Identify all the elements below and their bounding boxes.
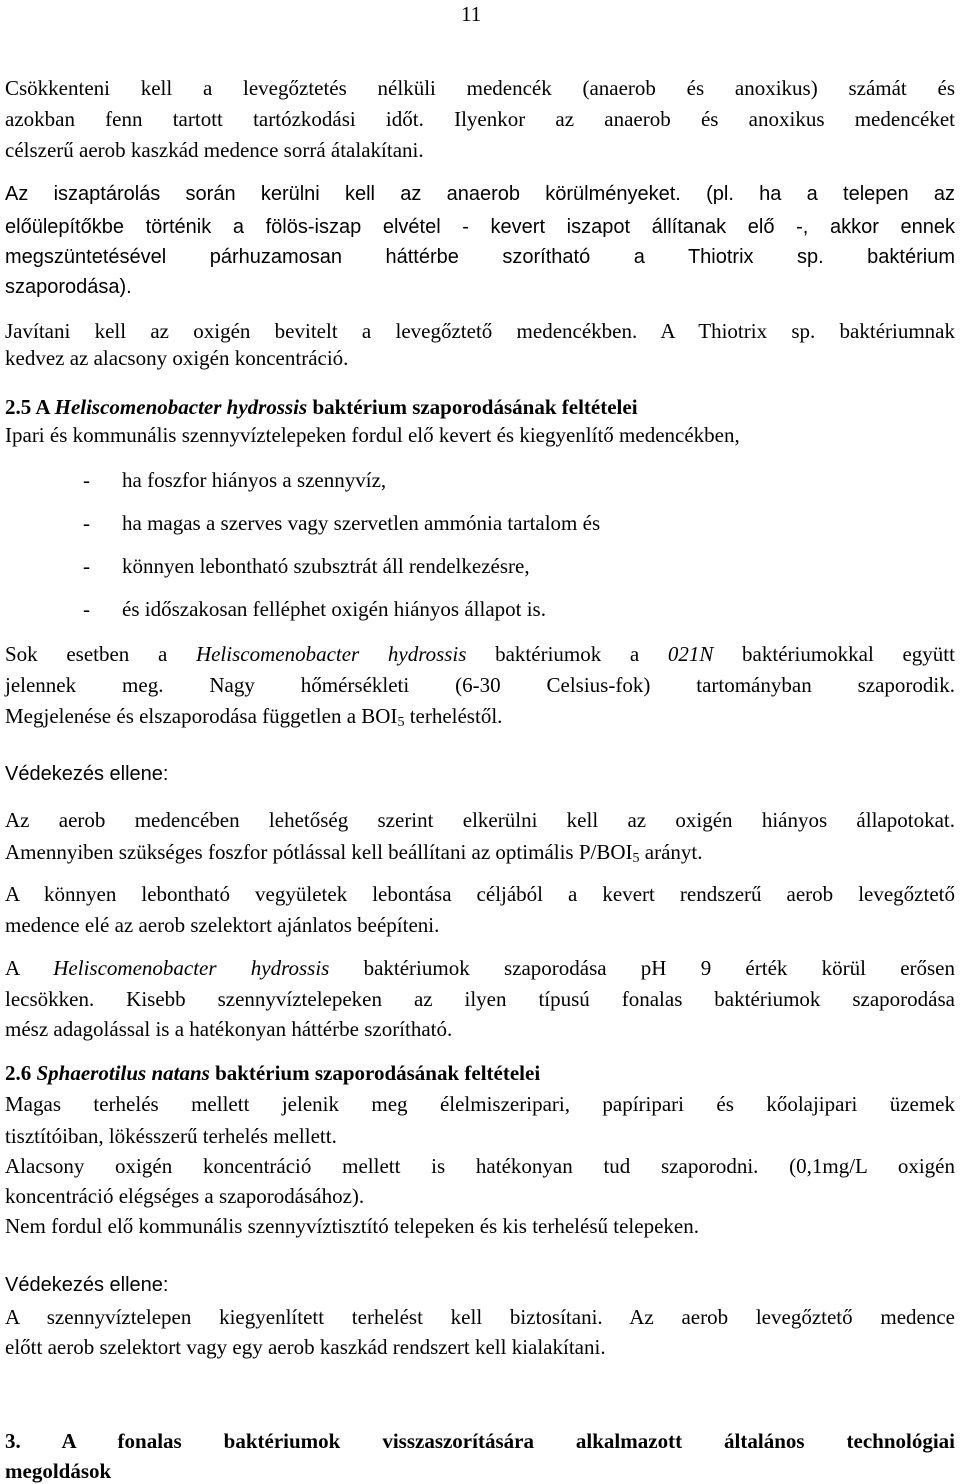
bullet-dash: - bbox=[83, 597, 90, 621]
list-item-text: ha foszfor hiányos a szennyvíz, bbox=[122, 468, 387, 492]
section-heading bbox=[5, 397, 638, 418]
text-span: (pl. ha a telepen az bbox=[680, 183, 955, 205]
subscript: 5 bbox=[632, 851, 640, 866]
text-line bbox=[5, 704, 503, 730]
text-line: megszüntetésével párhuzamosan háttérbe szorítható a Thiotrix sp. baktérium bbox=[5, 246, 955, 268]
text-line: Nem fordul elő kommunális szennyvíztisztító telepeken és kis terhelésű telepeken. bbox=[5, 1214, 699, 1238]
chapter-heading: megoldások bbox=[5, 1459, 112, 1483]
text-span: Megjelenése és elszaporodása független a BOI bbox=[5, 704, 398, 728]
heading-number: 2.5 A bbox=[5, 395, 55, 419]
page-number: 11 bbox=[461, 2, 482, 26]
text-line bbox=[5, 644, 955, 665]
heading-number: 2.6 bbox=[5, 1061, 37, 1085]
text-line: szaporodása). bbox=[5, 276, 132, 298]
list-item-text: ha magas a szerves vagy szervetlen ammónia tartalom és bbox=[122, 511, 601, 535]
text-line: koncentráció elégséges a szaporodásához). bbox=[5, 1184, 365, 1208]
text-line: Magas terhelés mellett jelenik meg élelmiszeripari, papíripari és kőolajipari üzemek bbox=[5, 1092, 955, 1116]
bacteria-code: 021N bbox=[667, 642, 714, 666]
heading-rest: baktérium szaporodásának feltételei bbox=[307, 395, 638, 419]
text-line: kedvez az alacsony oxigén koncentráció. bbox=[5, 346, 349, 370]
defense-label: Védekezés ellene: bbox=[5, 1274, 169, 1296]
list-item bbox=[0, 513, 960, 537]
defense-label: Védekezés ellene: bbox=[5, 763, 169, 785]
list-item bbox=[0, 556, 960, 580]
text-line: medence elé az aerob szelektort ajánlatos beépíteni. bbox=[5, 913, 440, 937]
text-span: arányt. bbox=[639, 840, 703, 864]
organism-name: Heliscomenobacter hydrossis bbox=[195, 642, 467, 666]
text-line: lecsökken. Kisebb szennyvíztelepeken az ilyen típusú fonalas baktériumok szaporodása bbox=[5, 987, 955, 1011]
subscript: 5 bbox=[397, 715, 405, 730]
text-line: jelennek meg. Nagy hőmérsékleti (6-30 Celsius-fok) tartományban szaporodik. bbox=[5, 673, 955, 697]
text-span: baktériumokkal együtt bbox=[713, 642, 955, 666]
text-line: Az aerob medencében lehetőség szerint elkerülni kell az oxigén hiányos állapotokat. bbox=[5, 808, 955, 832]
text-line: A szennyvíztelepen kiegyenlített terhelést kell biztosítani. Az aerob levegőztető medence bbox=[5, 1305, 955, 1329]
list-item bbox=[0, 470, 960, 494]
list-item bbox=[0, 599, 960, 623]
text-line bbox=[5, 958, 955, 979]
text-line: előtt aerob szelektort vagy egy aerob kaszkád rendszert kell kialakítani. bbox=[5, 1335, 606, 1359]
text-line: Ipari és kommunális szennyvíztelepeken fordul elő kevert és kiegyenlítő medencékben, bbox=[5, 423, 740, 447]
text-span: baktériumok a bbox=[466, 642, 668, 666]
text-line: tisztítóiban, lökésszerű terhelés mellett. bbox=[5, 1124, 337, 1148]
bullet-dash: - bbox=[83, 554, 90, 578]
text-line bbox=[5, 840, 703, 866]
text-span: baktériumok szaporodása pH 9 érték körül erősen bbox=[329, 956, 956, 980]
text-line: célszerű aerob kaszkád medence sorrá átalakítani. bbox=[5, 138, 424, 162]
bullet-dash: - bbox=[83, 468, 90, 492]
text-span: Sok esetben a bbox=[5, 642, 196, 666]
list-item-text: és időszakosan felléphet oxigén hiányos állapot is. bbox=[122, 597, 546, 621]
text-line: Csökkenteni kell a levegőztetés nélküli medencék (anaerob és anoxikus) számát és bbox=[5, 76, 955, 100]
heading-rest: baktérium szaporodásának feltételei bbox=[209, 1061, 541, 1085]
text-line bbox=[5, 183, 955, 204]
heading-organism: Sphaerotilus natans bbox=[36, 1061, 210, 1085]
text-line: Javítani kell az oxigén bevitelt a levegőztető medencékben. A Thiotrix sp. baktériumnak bbox=[5, 319, 955, 343]
text-span: Amennyiben szükséges foszfor pótlással kell beállítani az optimális P/BOI bbox=[5, 840, 633, 864]
bullet-dash: - bbox=[83, 511, 90, 535]
list-item-text: könnyen lebontható szubsztrát áll rendelkezésre, bbox=[122, 554, 530, 578]
text-span: Az iszaptárolás során kerülni kell az anaerob körülményeket. bbox=[5, 183, 681, 205]
chapter-heading: 3. A fonalas baktériumok visszaszorítására alkalmazott általános technológiai bbox=[5, 1429, 955, 1453]
text-span: A bbox=[5, 956, 54, 980]
text-line: A könnyen lebontható vegyületek lebontása céljából a kevert rendszerű aerob levegőztető bbox=[5, 882, 955, 906]
text-span: terheléstől. bbox=[404, 704, 503, 728]
text-line: mész adagolással is a hatékonyan háttérbe szorítható. bbox=[5, 1017, 453, 1041]
text-line: azokban fenn tartott tartózkodási időt. Ilyenkor az anaerob és anoxikus medencéket bbox=[5, 107, 955, 131]
text-line: előülepítőkbe történik a fölös-iszap elvétel - kevert iszapot állítanak elő -, akkor ennek bbox=[5, 216, 955, 238]
organism-name: Heliscomenobacter hydrossis bbox=[53, 956, 330, 980]
section-heading bbox=[5, 1063, 540, 1084]
heading-organism: Heliscomenobacter hydrossis bbox=[54, 395, 308, 419]
text-line: Alacsony oxigén koncentráció mellett is hatékonyan tud szaporodni. (0,1mg/L oxigén bbox=[5, 1154, 955, 1178]
